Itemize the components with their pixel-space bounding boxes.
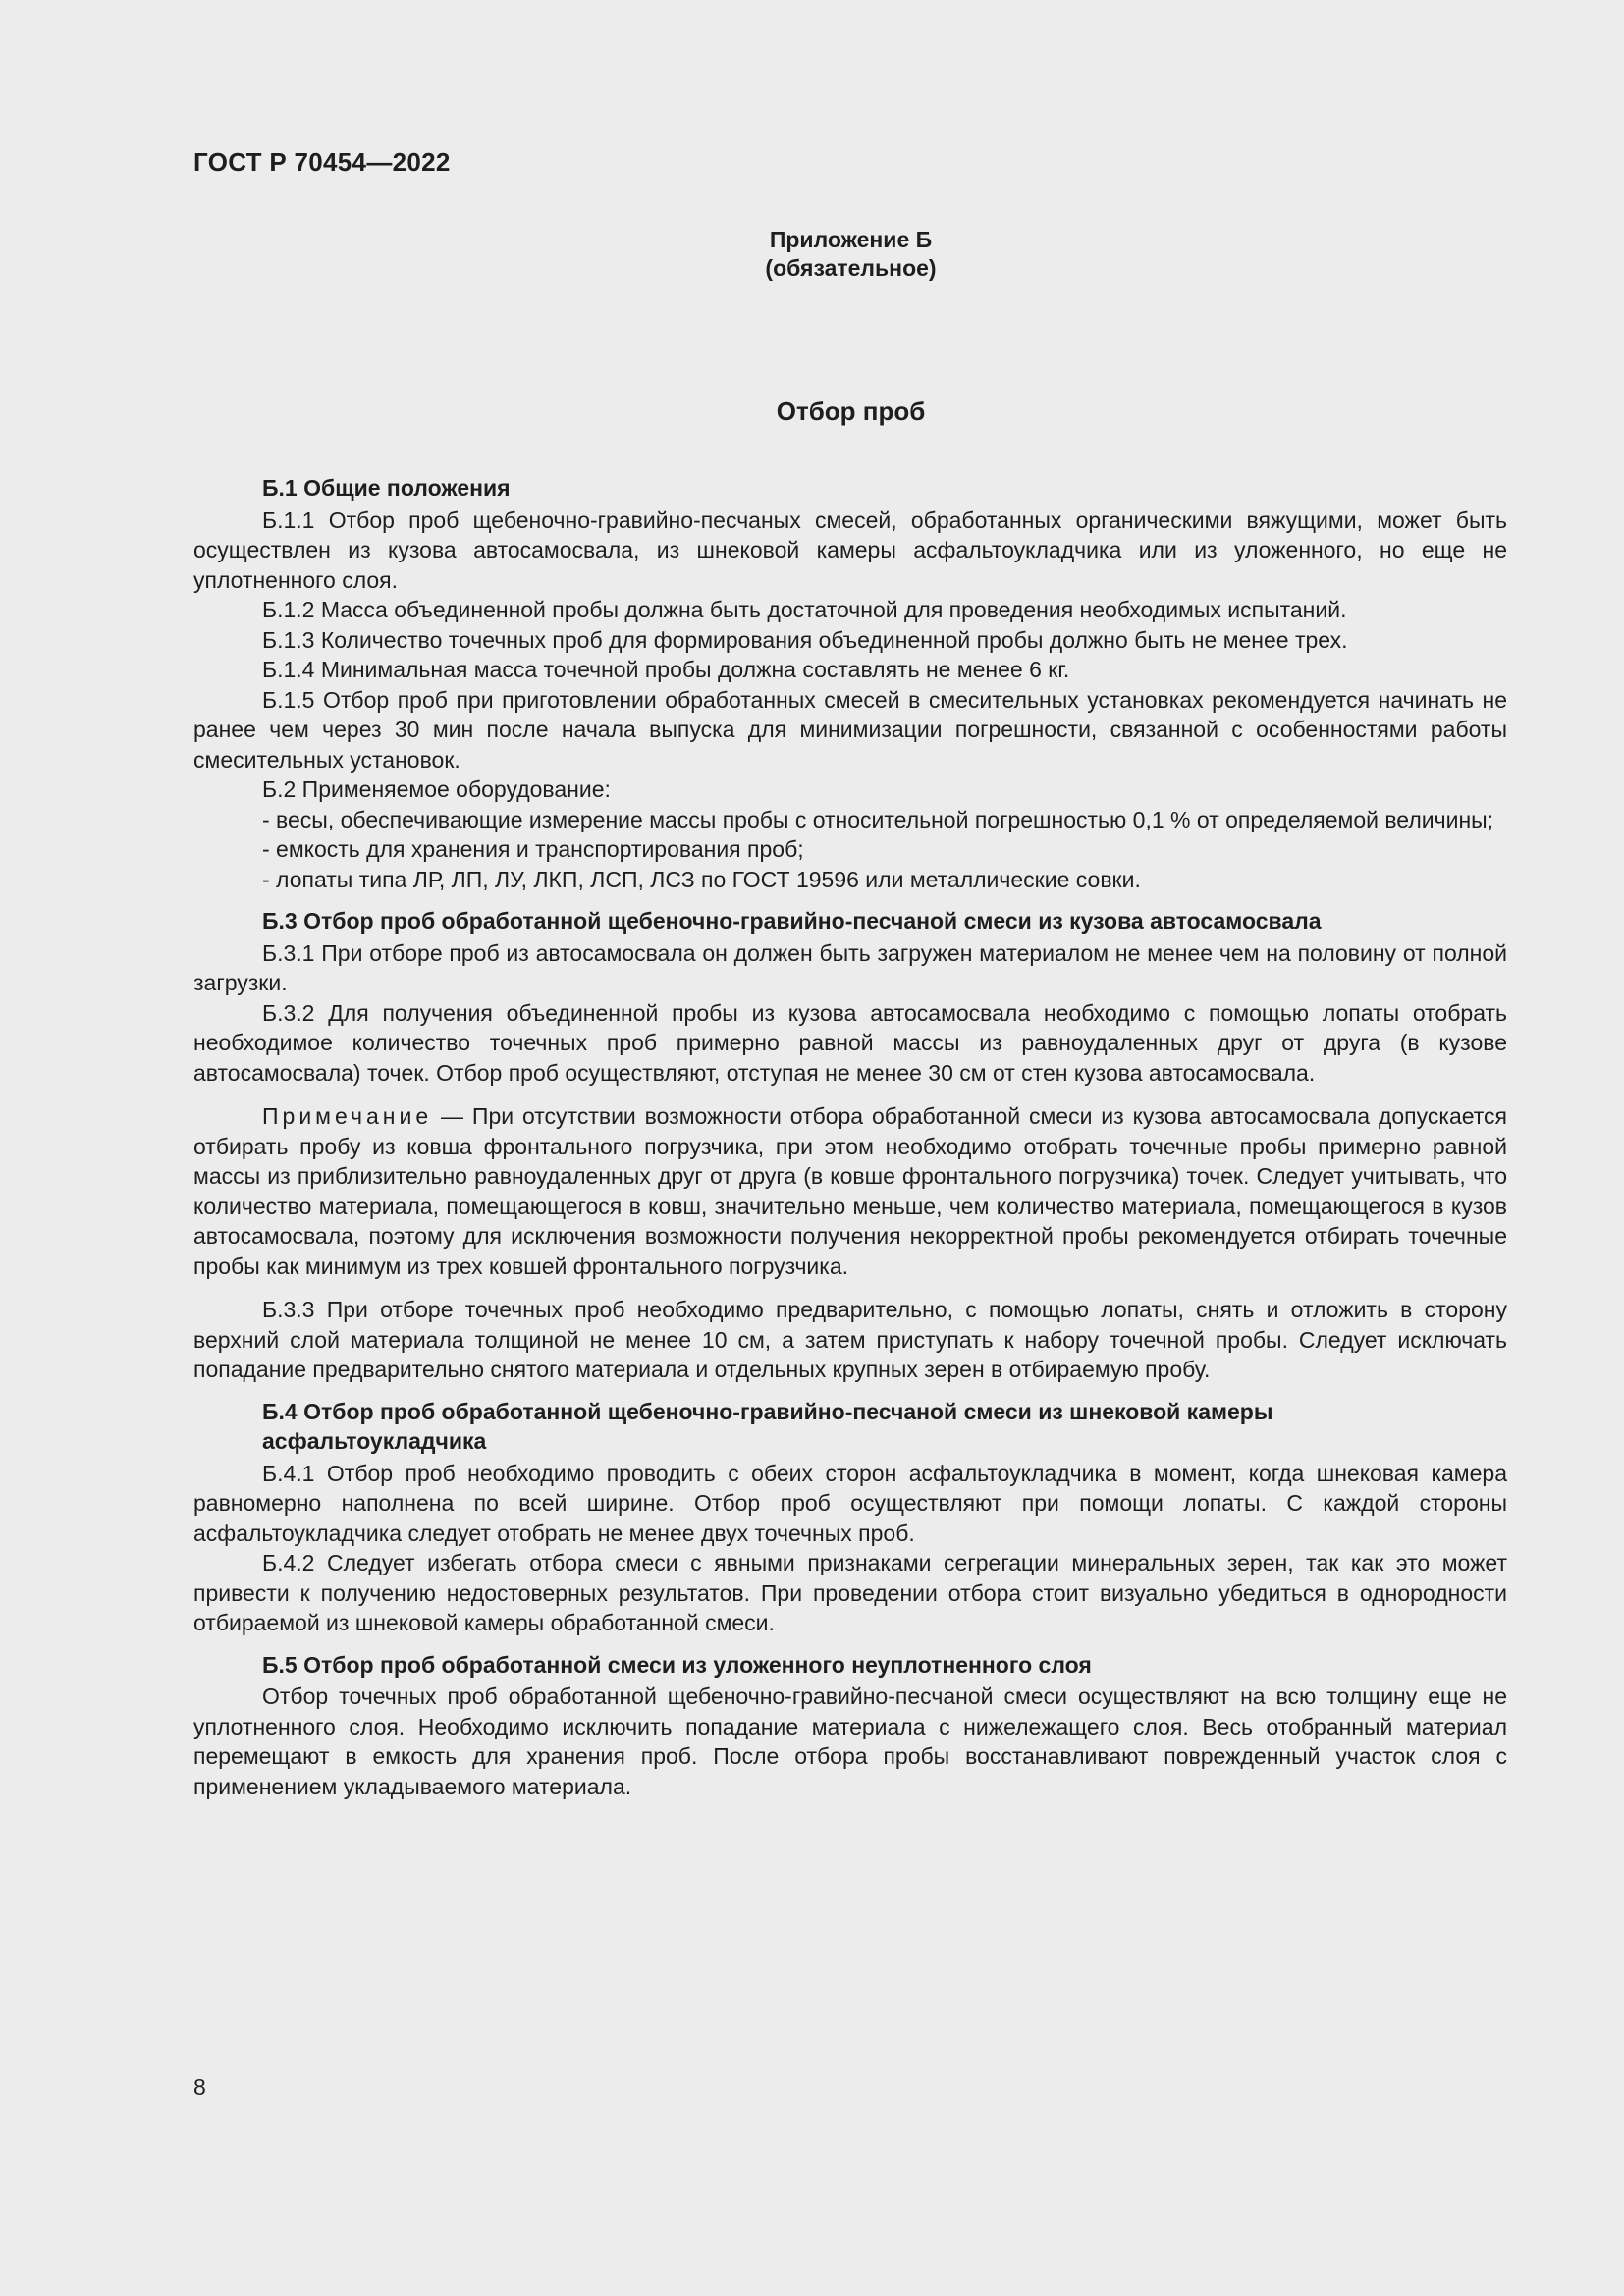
section-heading-b4: Б.4 Отбор проб обработанной щебеночно-гравийно-песчаной смеси из шнековой камеры xyxy=(262,1398,1273,1424)
section-heading-b4-cont: асфальтоукладчика xyxy=(262,1428,487,1454)
list-item: - лопаты типа ЛР, ЛП, ЛУ, ЛКП, ЛСП, ЛСЗ по ГОСТ 19596 или металлические совки. xyxy=(262,866,1141,892)
paragraph-b4-1: Б.4.1 Отбор проб необходимо проводить с обеих сторон асфальтоукладчика в момент, когда шнековая камера равномерно наполнена по всей ширине. Отбор проб осуществляют при помощи лопаты. С каждой стороны асфальтоукладчика следует отобрать не менее двух точечных проб. xyxy=(193,1460,1507,1546)
section-heading-b3: Б.3 Отбор проб обработанной щебеночно-гравийно-песчаной смеси из кузова автосамосвала xyxy=(262,908,1322,934)
paragraph-b1-3: Б.1.3 Количество точечных проб для формирования объединенной пробы должно быть не менее трех. xyxy=(262,626,1348,653)
annex-status: (обязательное) xyxy=(765,255,937,281)
note-paragraph xyxy=(193,1101,1507,1281)
paragraph-b1-5: Б.1.5 Отбор проб при приготовлении обработанных смесей в смесительных установках рекомендуется начинать не ранее чем через 30 мин после начала выпуска для минимизации погрешности, связанной с особенностями работы смесительных установок. xyxy=(193,686,1507,773)
paragraph-b3-2: Б.3.2 Для получения объединенной пробы из кузова автосамосвала необходимо с помощью лопаты отобрать необходимое количество точечных проб примерно равной массы из равноудаленных друг от друга (в кузове автосамосвала) точек. Отбор проб осуществляют, отступая не менее 30 см от стен кузова автосамосвала. xyxy=(193,999,1507,1086)
page-title: Отбор проб xyxy=(776,397,926,426)
paragraph-b2-intro: Б.2 Применяемое оборудование: xyxy=(262,776,611,802)
note-text: — При отсутствии возможности отбора обработанной смеси из кузова автосамосвала допускается отбирать пробу из ковша фронтального погрузчика, при этом необходимо отобрать точечные пробы примерно равной массы из приблизительно равноудаленных друг от друга (в ковше фронтального погрузчика) точек. Следует учитывать, что количество материала, помещающегося в ковш, значительно меньше, чем количество материала, помещающегося в кузов автосамосвала, поэтому для исключения возможности получения некорректной пробы рекомендуется отбирать точечные пробы как минимум из трех ковшей фронтального погрузчика. xyxy=(193,1103,1507,1279)
note-label: Примечание xyxy=(262,1103,433,1129)
annex-heading xyxy=(0,226,1624,283)
paragraph-b1-4: Б.1.4 Минимальная масса точечной пробы должна составлять не менее 6 кг. xyxy=(262,657,1070,682)
paragraph-b1-2: Б.1.2 Масса объединенной пробы должна быть достаточной для проведения необходимых испытаний. xyxy=(262,597,1347,622)
page-number: 8 xyxy=(193,2074,206,2100)
section-heading-b1: Б.1 Общие положения xyxy=(262,475,511,501)
paragraph-b5-1: Отбор точечных проб обработанной щебеночно-гравийно-песчаной смеси осуществляют на всю толщину еще не уплотненного слоя. Необходимо исключить попадание материала с нижележащего слоя. Весь отобранный материал перемещают в емкость для хранения проб. После отбора пробы восстанавливают поврежденный участок слоя с применением укладываемого материала. xyxy=(193,1683,1507,1799)
paragraph-b4-2: Б.4.2 Следует избегать отбора смеси с явными признаками сегрегации минеральных зерен, так как это может привести к получению недостоверных результатов. При проведении отбора стоит визуально убедиться в однородности отбираемой из шнековой камеры обработанной смеси. xyxy=(193,1550,1507,1635)
paragraph-b1-1: Б.1.1 Отбор проб щебеночно-гравийно-песчаных смесей, обработанных органическими вяжущими, может быть осуществлен из кузова автосамосвала, из шнековой камеры асфальтоукладчика или из уложенного, но еще не уплотненного слоя. xyxy=(193,507,1507,593)
section-heading-b5: Б.5 Отбор проб обработанной смеси из уложенного неуплотненного слоя xyxy=(262,1651,1092,1678)
list-item: - емкость для хранения и транспортирования проб; xyxy=(262,836,804,862)
annex-label: Приложение Б xyxy=(769,227,933,252)
list-item: - весы, обеспечивающие измерение массы пробы с относительной погрешностью 0,1 % от определяемой величины; xyxy=(262,806,1494,832)
paragraph-b3-3: Б.3.3 При отборе точечных проб необходимо предварительно, с помощью лопаты, снять и отложить в сторону верхний слой материала толщиной не менее 10 см, а затем приступать к набору точечной пробы. Следует исключать попадание предварительно снятого материала и отдельных крупных зерен в отбираемую пробу. xyxy=(193,1297,1507,1382)
document-body xyxy=(193,473,1507,1801)
paragraph-b3-1: Б.3.1 При отборе проб из автосамосвала он должен быть загружен материалом не менее чем на половину от полной загрузки. xyxy=(193,939,1507,995)
document-code: ГОСТ Р 70454—2022 xyxy=(193,147,451,177)
